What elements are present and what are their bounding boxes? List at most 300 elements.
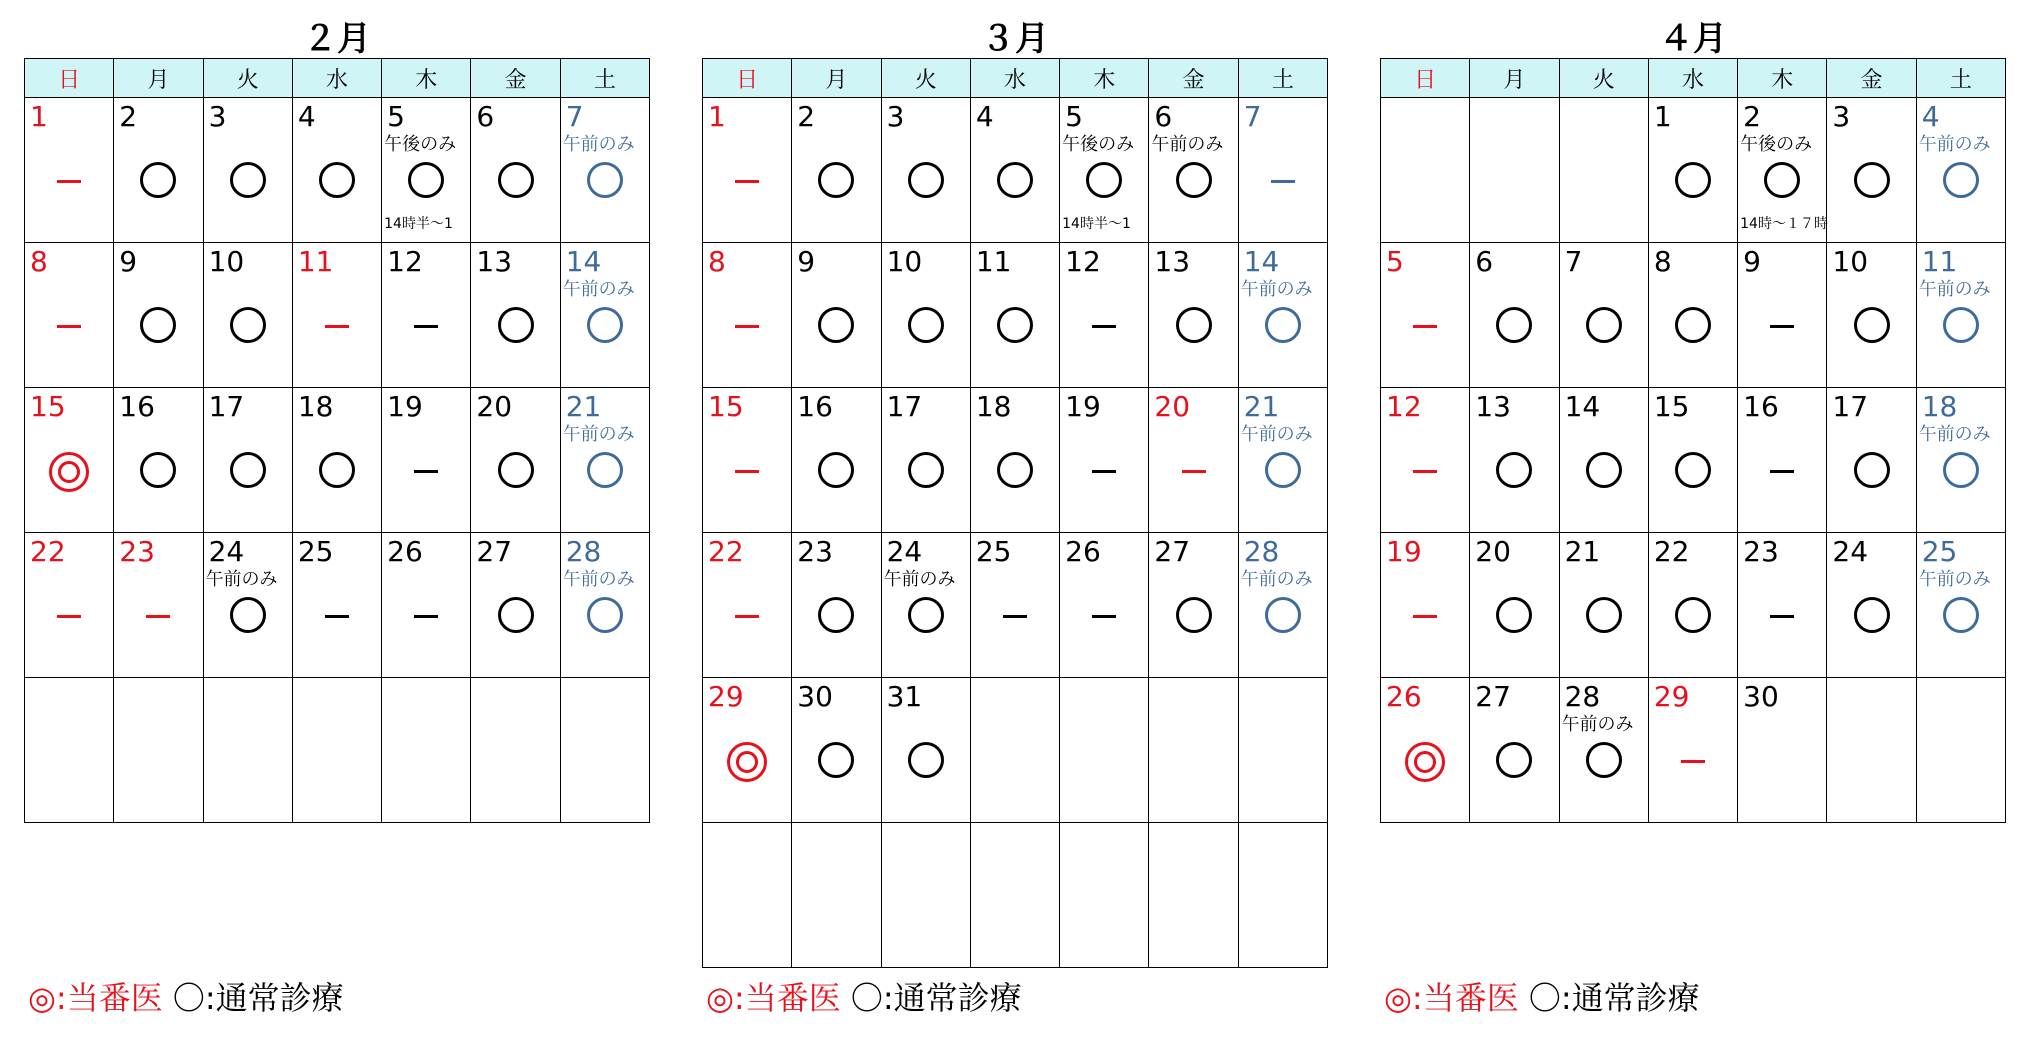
day-number: 16	[1743, 390, 1779, 423]
day-cell	[203, 533, 292, 678]
day-cell	[1827, 243, 1916, 388]
closed-dash-icon	[735, 615, 759, 618]
day-number: 8	[708, 245, 726, 278]
normal-care-circle-icon	[1265, 597, 1301, 633]
normal-care-circle-icon	[230, 597, 266, 633]
legend-february	[28, 978, 344, 1018]
normal-care-circle-icon	[1496, 307, 1532, 343]
weekday-header: 月	[114, 59, 203, 98]
closed-dash-icon	[1413, 615, 1437, 618]
normal-care-circle-icon	[1675, 452, 1711, 488]
day-number: 8	[1653, 245, 1672, 278]
weekday-header: 日	[25, 59, 114, 98]
normal-care-circle-icon	[140, 452, 176, 488]
hours-note: 午前のみ	[883, 569, 956, 590]
day-cell	[1916, 678, 2005, 823]
day-cell	[382, 388, 471, 533]
day-number: 15	[30, 390, 66, 423]
day-cell	[1648, 533, 1737, 678]
closed-dash-icon	[146, 615, 170, 618]
closed-dash-icon	[1681, 760, 1705, 763]
day-number: 17	[1832, 390, 1869, 423]
day-number: 9	[797, 245, 816, 278]
day-cell	[792, 98, 881, 243]
day-cell	[1060, 533, 1149, 678]
day-cell	[292, 678, 381, 823]
closed-dash-icon	[57, 615, 81, 618]
calendar-grid	[24, 58, 650, 823]
day-cell	[1470, 678, 1559, 823]
closed-dash-icon	[1092, 615, 1116, 618]
day-cell	[1559, 243, 1648, 388]
day-cell	[25, 678, 114, 823]
day-cell	[792, 243, 881, 388]
day-number: 14	[1564, 390, 1601, 423]
day-number: 16	[797, 390, 833, 423]
day-cell	[881, 388, 970, 533]
closed-dash-icon	[1092, 325, 1116, 328]
day-number: 11	[297, 245, 334, 278]
day-cell	[292, 533, 381, 678]
hours-note: 午前のみ	[1918, 569, 1991, 590]
legend-normal-care: 〇:通常診療	[1528, 979, 1700, 1017]
day-cell	[1738, 98, 1827, 243]
hours-note: 午後のみ	[384, 134, 457, 155]
day-cell	[1060, 243, 1149, 388]
week-row	[25, 243, 650, 388]
day-cell	[1559, 678, 1648, 823]
closed-dash-icon	[1092, 470, 1116, 473]
week-row	[25, 98, 650, 243]
day-number: 23	[1743, 535, 1779, 568]
duty-double-circle-icon	[727, 742, 767, 782]
normal-care-circle-icon	[818, 597, 854, 633]
closed-dash-icon	[325, 615, 349, 618]
weekday-header: 金	[1827, 59, 1916, 98]
day-number: 7	[1564, 245, 1583, 278]
weekday-header: 水	[1648, 59, 1737, 98]
day-cell	[292, 388, 381, 533]
day-cell	[1648, 98, 1737, 243]
legend-march	[706, 978, 1022, 1018]
day-number: 7	[565, 100, 584, 133]
normal-care-circle-icon	[1265, 452, 1301, 488]
calendar-grid	[1380, 58, 2006, 823]
normal-care-circle-icon	[908, 307, 944, 343]
day-cell	[114, 243, 203, 388]
day-cell	[703, 98, 792, 243]
day-cell	[1238, 243, 1327, 388]
day-number: 12	[1065, 245, 1101, 278]
day-number: 20	[1475, 535, 1511, 568]
day-cell	[382, 243, 471, 388]
hours-note: 午前のみ	[1240, 424, 1313, 445]
day-number: 19	[1065, 390, 1101, 423]
normal-care-circle-icon	[908, 597, 944, 633]
day-cell	[25, 388, 114, 533]
day-number: 27	[1154, 535, 1191, 568]
weekday-header: 木	[382, 59, 471, 98]
week-row	[25, 388, 650, 533]
weekday-header: 火	[203, 59, 292, 98]
day-cell	[703, 243, 792, 388]
normal-care-circle-icon	[818, 742, 854, 778]
day-number: 14	[565, 245, 602, 278]
day-cell	[881, 243, 970, 388]
day-cell	[1827, 98, 1916, 243]
hours-note: 午前のみ	[562, 134, 635, 155]
hours-subnote: 14時半～1	[384, 216, 453, 232]
day-cell	[792, 823, 881, 968]
weekday-header: 日	[1381, 59, 1470, 98]
day-cell	[1916, 533, 2005, 678]
day-cell	[881, 98, 970, 243]
normal-care-circle-icon	[498, 452, 534, 488]
weekday-header: 水	[970, 59, 1059, 98]
hours-note: 午前のみ	[205, 569, 278, 590]
day-cell	[382, 98, 471, 243]
day-cell	[792, 533, 881, 678]
hours-note: 午前のみ	[1240, 569, 1313, 590]
day-number: 11	[1921, 245, 1958, 278]
month-title: ４月	[1659, 19, 1727, 59]
day-number: 25	[297, 535, 334, 568]
day-number: 10	[886, 245, 923, 278]
normal-care-circle-icon	[1496, 597, 1532, 633]
day-cell	[1381, 388, 1470, 533]
hours-note: 午前のみ	[1918, 134, 1991, 155]
calendar-grid	[702, 58, 1328, 968]
day-number: 26	[1065, 535, 1101, 568]
week-row	[703, 533, 1328, 678]
day-cell	[471, 243, 560, 388]
day-number: 9	[1743, 245, 1761, 278]
day-number: 27	[476, 535, 513, 568]
normal-care-circle-icon	[818, 452, 854, 488]
day-cell	[970, 678, 1059, 823]
day-cell	[1470, 388, 1559, 533]
day-number: 13	[476, 245, 513, 278]
normal-care-circle-icon	[1496, 742, 1532, 778]
day-cell	[792, 388, 881, 533]
day-number: 6	[1475, 245, 1494, 278]
weekday-header: 月	[1470, 59, 1559, 98]
day-number: 2	[797, 100, 816, 133]
hours-note: 午前のみ	[1151, 134, 1224, 155]
hours-note: 午後のみ	[1740, 134, 1813, 155]
day-number: 20	[476, 390, 513, 423]
day-number: 22	[30, 535, 66, 568]
weekday-header: 土	[560, 59, 649, 98]
normal-care-circle-icon	[1496, 452, 1532, 488]
closed-dash-icon	[1770, 325, 1794, 328]
closed-dash-icon	[1770, 470, 1794, 473]
day-cell	[25, 243, 114, 388]
day-cell	[1149, 533, 1238, 678]
day-cell	[1916, 388, 2005, 533]
legend-normal-care: 〇:通常診療	[850, 979, 1022, 1017]
day-number: 15	[1653, 390, 1690, 423]
normal-care-circle-icon	[1176, 162, 1212, 198]
closed-dash-icon	[57, 325, 81, 328]
day-cell	[471, 678, 560, 823]
day-number: 3	[208, 100, 227, 133]
week-row	[703, 243, 1328, 388]
day-number: 21	[1564, 535, 1601, 568]
legend-duty-doctor: ◎:当番医	[1384, 979, 1519, 1017]
week-row	[1381, 533, 2006, 678]
hours-note: 午前のみ	[1240, 279, 1313, 300]
day-cell	[792, 678, 881, 823]
day-number: 25	[975, 535, 1012, 568]
day-cell	[471, 98, 560, 243]
day-number: 14	[1243, 245, 1280, 278]
day-number: 1	[30, 100, 48, 133]
day-cell	[1559, 98, 1648, 243]
closed-dash-icon	[414, 325, 438, 328]
day-cell	[703, 533, 792, 678]
day-number: 23	[119, 535, 155, 568]
normal-care-circle-icon	[997, 452, 1033, 488]
day-cell	[203, 678, 292, 823]
day-number: 13	[1475, 390, 1511, 423]
hours-subnote: 14時～１７時	[1740, 216, 1828, 232]
day-cell	[1916, 243, 2005, 388]
legend-duty-doctor: ◎:当番医	[706, 979, 841, 1017]
day-cell	[25, 98, 114, 243]
week-row	[1381, 388, 2006, 533]
day-cell	[1238, 533, 1327, 678]
day-cell	[970, 533, 1059, 678]
day-number: 18	[975, 390, 1012, 423]
normal-care-circle-icon	[818, 162, 854, 198]
closed-dash-icon	[414, 615, 438, 618]
day-cell	[970, 243, 1059, 388]
day-cell	[203, 98, 292, 243]
normal-care-circle-icon	[997, 162, 1033, 198]
closed-dash-icon	[1413, 470, 1437, 473]
normal-care-circle-icon	[1586, 307, 1622, 343]
day-cell	[703, 678, 792, 823]
day-cell	[1060, 678, 1149, 823]
closed-dash-icon	[57, 180, 81, 183]
day-number: 1	[708, 100, 726, 133]
day-number: 24	[1832, 535, 1869, 568]
hours-note: 午前のみ	[562, 279, 635, 300]
day-cell	[471, 388, 560, 533]
week-row	[1381, 98, 2006, 243]
normal-care-circle-icon	[587, 597, 623, 633]
day-number: 18	[1921, 390, 1958, 423]
day-number: 30	[797, 680, 833, 713]
day-cell	[1470, 98, 1559, 243]
normal-care-circle-icon	[818, 307, 854, 343]
legend-normal-care: 〇:通常診療	[172, 979, 344, 1017]
normal-care-circle-icon	[1176, 597, 1212, 633]
weekday-header: 火	[1559, 59, 1648, 98]
day-cell	[1827, 388, 1916, 533]
normal-care-circle-icon	[1586, 452, 1622, 488]
day-cell	[881, 823, 970, 968]
day-number: 22	[1653, 535, 1690, 568]
day-number: 25	[1921, 535, 1958, 568]
day-number: 21	[565, 390, 602, 423]
week-row	[703, 823, 1328, 968]
closed-dash-icon	[414, 470, 438, 473]
closed-dash-icon	[735, 325, 759, 328]
day-cell	[881, 678, 970, 823]
closed-dash-icon	[1271, 180, 1295, 183]
normal-care-circle-icon	[140, 307, 176, 343]
week-row	[703, 388, 1328, 533]
normal-care-circle-icon	[1265, 307, 1301, 343]
normal-care-circle-icon	[408, 162, 444, 198]
day-cell	[1060, 98, 1149, 243]
day-cell	[970, 823, 1059, 968]
day-number: 26	[387, 535, 423, 568]
hours-note: 午後のみ	[1062, 134, 1135, 155]
day-cell	[292, 243, 381, 388]
normal-care-circle-icon	[230, 452, 266, 488]
day-number: 21	[1243, 390, 1280, 423]
day-cell	[1738, 243, 1827, 388]
week-row	[703, 98, 1328, 243]
normal-care-circle-icon	[908, 162, 944, 198]
day-cell	[1827, 533, 1916, 678]
normal-care-circle-icon	[498, 597, 534, 633]
weekday-header: 木	[1738, 59, 1827, 98]
week-row	[1381, 243, 2006, 388]
day-number: 26	[1386, 680, 1422, 713]
day-cell	[382, 533, 471, 678]
closed-dash-icon	[1770, 615, 1794, 618]
day-cell	[1648, 388, 1737, 533]
day-number: 28	[1564, 680, 1601, 713]
day-number: 7	[1243, 100, 1262, 133]
hours-note: 午前のみ	[1561, 714, 1634, 735]
week-row	[1381, 678, 2006, 823]
day-number: 19	[1386, 535, 1422, 568]
legend-april	[1384, 978, 1700, 1018]
weekday-header: 日	[703, 59, 792, 98]
day-number: 18	[297, 390, 334, 423]
hours-note: 午前のみ	[1918, 279, 1991, 300]
normal-care-circle-icon	[1854, 597, 1890, 633]
day-cell	[1470, 533, 1559, 678]
normal-care-circle-icon	[1086, 162, 1122, 198]
day-number: 22	[708, 535, 744, 568]
day-cell	[203, 388, 292, 533]
normal-care-circle-icon	[1675, 162, 1711, 198]
hours-subnote: 14時半～1	[1062, 216, 1131, 232]
day-number: 4	[1921, 100, 1940, 133]
day-cell	[560, 678, 649, 823]
day-number: 2	[1743, 100, 1761, 133]
normal-care-circle-icon	[1854, 162, 1890, 198]
day-cell	[1381, 98, 1470, 243]
day-number: 5	[1065, 100, 1083, 133]
day-cell	[203, 243, 292, 388]
day-cell	[1149, 243, 1238, 388]
day-number: 6	[476, 100, 495, 133]
normal-care-circle-icon	[1176, 307, 1212, 343]
day-number: 15	[708, 390, 744, 423]
normal-care-circle-icon	[1943, 597, 1979, 633]
day-cell	[292, 98, 381, 243]
day-number: 24	[886, 535, 923, 568]
day-cell	[1060, 388, 1149, 533]
normal-care-circle-icon	[1943, 307, 1979, 343]
weekday-header: 土	[1916, 59, 2005, 98]
day-number: 13	[1154, 245, 1191, 278]
day-number: 3	[886, 100, 905, 133]
normal-care-circle-icon	[140, 162, 176, 198]
day-number: 10	[1832, 245, 1869, 278]
day-cell	[703, 388, 792, 533]
day-number: 29	[708, 680, 744, 713]
day-cell	[560, 388, 649, 533]
day-cell	[1648, 243, 1737, 388]
day-number: 19	[387, 390, 423, 423]
day-cell	[1149, 98, 1238, 243]
day-number: 23	[797, 535, 833, 568]
day-number: 4	[297, 100, 316, 133]
day-number: 31	[886, 680, 923, 713]
weekday-header: 火	[881, 59, 970, 98]
day-cell	[1738, 533, 1827, 678]
normal-care-circle-icon	[498, 307, 534, 343]
day-number: 6	[1154, 100, 1173, 133]
day-cell	[1738, 678, 1827, 823]
hours-note: 午前のみ	[562, 424, 635, 445]
day-number: 4	[975, 100, 994, 133]
weekday-header: 金	[471, 59, 560, 98]
normal-care-circle-icon	[1675, 597, 1711, 633]
normal-care-circle-icon	[319, 452, 355, 488]
weekday-header: 木	[1060, 59, 1149, 98]
day-number: 24	[208, 535, 245, 568]
day-number: 12	[1386, 390, 1422, 423]
weekday-header: 金	[1149, 59, 1238, 98]
day-cell	[1149, 388, 1238, 533]
normal-care-circle-icon	[587, 452, 623, 488]
month-title: ２月	[303, 19, 371, 59]
day-number: 29	[1653, 680, 1690, 713]
day-number: 5	[1386, 245, 1404, 278]
day-number: 12	[387, 245, 423, 278]
day-number: 10	[208, 245, 245, 278]
day-cell	[1738, 388, 1827, 533]
closed-dash-icon	[1413, 325, 1437, 328]
legend-duty-doctor: ◎:当番医	[28, 979, 163, 1017]
week-row	[25, 678, 650, 823]
closed-dash-icon	[735, 180, 759, 183]
day-number: 28	[565, 535, 602, 568]
day-cell	[1381, 533, 1470, 678]
day-number: 8	[30, 245, 48, 278]
weekday-header: 土	[1238, 59, 1327, 98]
day-cell	[1559, 388, 1648, 533]
day-cell	[970, 388, 1059, 533]
day-number: 2	[119, 100, 138, 133]
day-cell	[1470, 243, 1559, 388]
duty-double-circle-icon	[1405, 742, 1445, 782]
day-cell	[1916, 98, 2005, 243]
day-cell	[1238, 678, 1327, 823]
day-cell	[471, 533, 560, 678]
day-cell	[1238, 388, 1327, 533]
day-number: 5	[387, 100, 405, 133]
